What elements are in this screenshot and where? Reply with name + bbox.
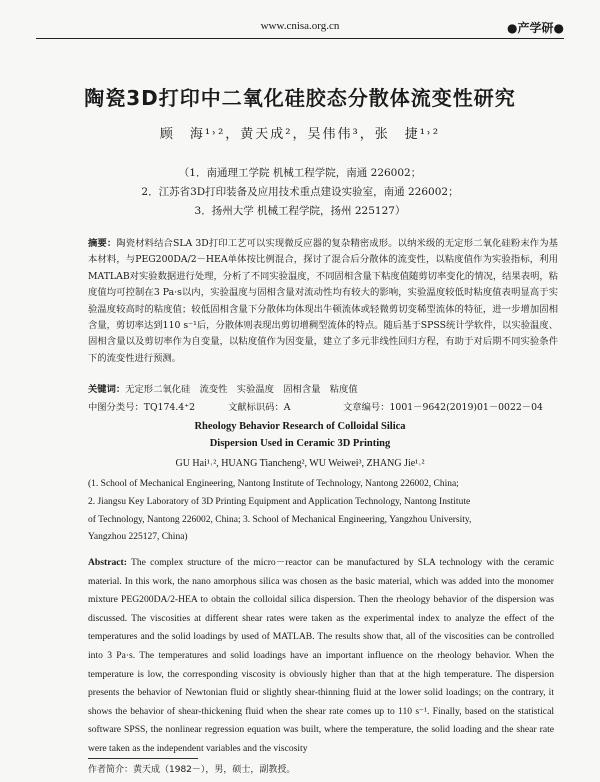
document-code: 文献标识码：A — [228, 402, 291, 413]
author-bio-footnote: 作者简介：黄天成（1982－），男，硕士，副教授。 — [88, 765, 296, 775]
abstract-en-label: Abstract: — [88, 557, 127, 568]
en-title-line-2: Dispersion Used in Ceramic 3D Printing — [209, 438, 391, 449]
en-affiliation-line: Yangzhou 225127, China) — [88, 532, 188, 543]
keywords-cn — [88, 381, 558, 395]
clc-number: 中图分类号：TQ174.4⁺2 — [88, 402, 196, 413]
keywords-cn-text: 无定形二氧化硅 流变性 实验温度 固相含量 粘度值 — [125, 384, 358, 395]
en-title-line-1: Rheology Behavior Research of Colloidal Silica — [194, 421, 406, 432]
article-title: 陶瓷3D打印中二氧化硅胶态分散体流变性研究 — [84, 86, 516, 110]
keywords-cn-label: 关键词： — [88, 384, 126, 395]
en-affiliation-line: 2. Jiangsu Key Laboratory of 3D Printing Equipment and Application Technology, Nantong Institute — [88, 496, 471, 507]
footnote-rule — [88, 758, 198, 759]
classification-line — [88, 399, 558, 413]
author-list: 顾 海¹˒²，黄天成²，吴伟伟³，张 捷¹˒² — [159, 127, 441, 142]
abstract-cn — [88, 236, 558, 367]
en-affiliation-line: of Technology, Nantong 226002, China; 3. School of Mechanical Engineering, Yangzhou University, — [88, 514, 472, 525]
header-rule — [36, 38, 564, 39]
en-affiliations — [88, 476, 548, 547]
affiliation-3: 3．扬州大学 机械工程学院，扬州 225127） — [194, 205, 406, 217]
affiliation-1: （1．南通理工学院 机械工程学院，南通 226002； — [178, 167, 422, 179]
en-author-list: GU Hai¹˒², HUANG Tiancheng², WU Weiwei³, ZHANG Jie¹˒² — [175, 458, 425, 469]
abstract-en — [88, 554, 554, 759]
journal-website: www.cnisa.org.cn — [260, 20, 340, 32]
abstract-en-text: The complex structure of the micro－reactor can be manufactured by SLA technology with the ceramic material. In this work, the nano amorphous silica was chosen as the basic material, which was added into the monomer mixture PEG200DA/2-HEA to obtain the colloidal silica dispersion. Then the rheology behavior of the dispersion was discussed. The viscosities at different shear rates were taken as the experimental index to analyze the effect of the temperatures and the solid loadings by used of MATLAB. The results show that, all of the viscosities can be controlled into 3 Pa·s. The temperatures and solid loadings have an important influence on the rheology behavior. When the temperature is low, the corresponding viscosity is obviously higher than that at the high temperature. The dispersion presents the behavior of Newtonian fluid or slightly shear-thinning fluid at the lower solid loadings; on the contrary, it shows the behavior of shear-thickening fluid when the shear rate comes up to 110 s⁻¹. Finally, based on the statistical software SPSS, the nonlinear regression equation was built, where the temperature, the solid loading and the shear rate were taken as the independent variables and the viscosity — [88, 557, 554, 754]
article-number: 文章编号：1001－9642(2019)01－0022－04 — [343, 402, 543, 413]
abstract-cn-text: 陶瓷材料结合SLA 3D打印工艺可以实现微反应器的复杂精密成形。以纳米级的无定形二氧化硅粉末作为基本材料，与PEG200DA/2－HEA单体按比例混合，探讨了混合后分散体的流变性，以粘度值作为实验指标，利用MATLAB对实验数据进行处理，分析了不同实验温度，不同固相含量下粘度值随剪切率变化的情况，结果表明，粘度值均可控制在3 Pa·s以内，实验温度与固相含量对流动性均有较大的影响，实验温度较低时粘度值表明显高于实验温度较高时的粘度值；较低固相含量下分散体均体现出牛顿流体或轻微剪切变稀型流体的特征，进一步增加固相含量，剪切率达到110 s⁻¹后，分散体则表现出剪切增稠型流体的特点。随后基于SPSS统计学软件，以实验温度、固相含量以及剪切率作为自变量，以粘度值作为因变量，建立了多元非线性回归方程，有助于对后期不同实验条件下的流变性进行预测。 — [88, 238, 558, 364]
en-affiliation-line: (1. School of Mechanical Engineering, Nantong Institute of Technology, Nantong 226002, China; — [88, 479, 459, 489]
page-header — [36, 16, 564, 38]
abstract-cn-label: 摘要： — [88, 238, 117, 249]
affiliation-2: 2．江苏省3D打印装备及应用技术重点建设实验室，南通 226002； — [141, 186, 459, 198]
column-label: ●产学研● — [507, 21, 564, 35]
